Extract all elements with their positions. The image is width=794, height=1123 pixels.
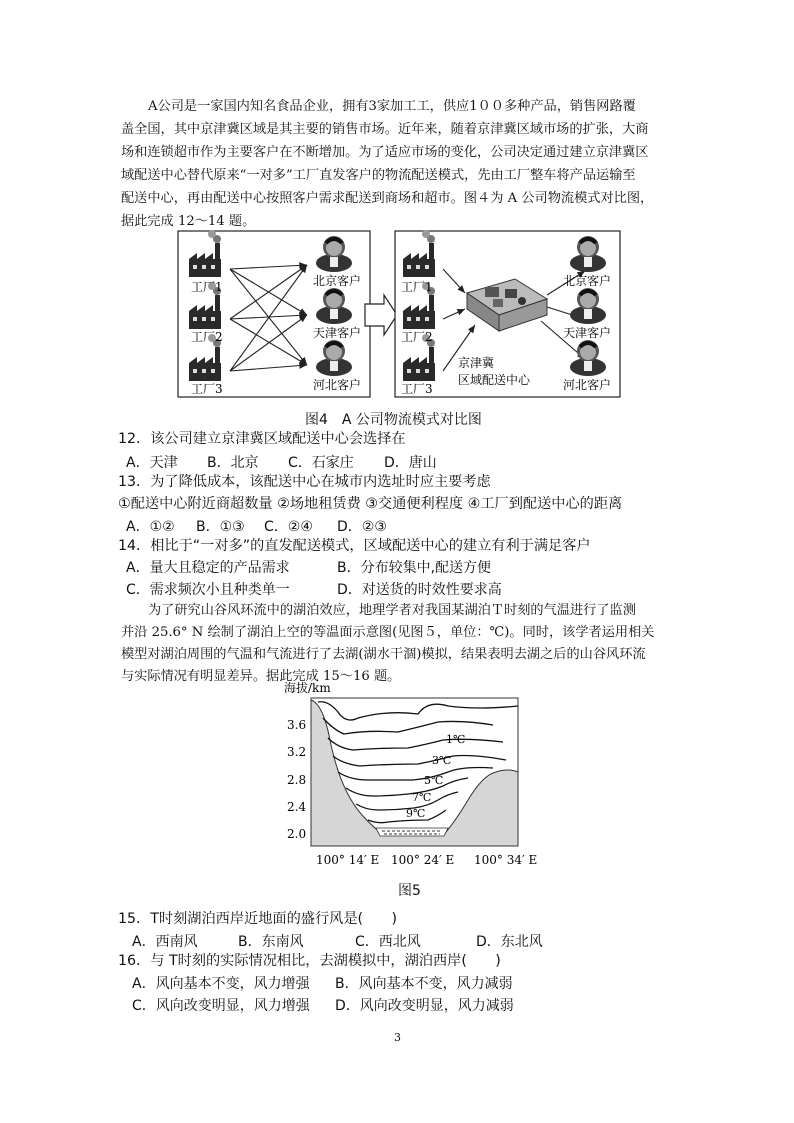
q13-option-d: D．②③ [337,519,387,535]
q12-option-a: A．天津 [126,455,178,471]
y-ticks [287,718,306,841]
left-client-tianjin-label: 天津客户 [313,326,362,340]
isotherm-label-7: 7℃ [412,791,432,804]
passage-line: 场和连锁超市作为主要客户在不断增加。为了适应市场的变化，公司决定通过建立京津冀区 [121,145,649,160]
y-tick-label: 2.8 [287,773,307,787]
right-client-beijing-label: 北京客户 [563,274,612,288]
passage-line: 盖全国，其中京津冀区域是其主要的销售市场。近年来，随着京津冀区域市场的扩张，大商 [121,122,649,137]
right-client-tianjin-label: 天津客户 [563,326,612,340]
left-client-beijing-label: 北京客户 [313,274,362,288]
q16-option-b: B．风向基本不变，风力减弱 [335,976,513,992]
q12-option-d: D．唐山 [384,455,437,471]
q13-stem: 13．为了降低成本，该配送中心在城市内选址时应主要考虑 [118,474,491,490]
left-factory-2-label: 工厂2 [191,330,223,344]
passage-line: 域配送中心替代原来“一对多”工厂直发客户的物流配送模式，先由工厂整车将产品运输至 [121,168,636,183]
isotherm-label-9: 9℃ [406,807,426,820]
y-tick-label: 2.0 [287,827,307,841]
q13-items: ①配送中心附近商超数量 ②场地租赁费 ③交通便利程度 ④工厂到配送中心的距离 [118,496,623,512]
center-label-line2: 区域配送中心 [458,373,531,387]
x-tick-label: 100° 24′ E [391,853,455,867]
x-ticks [316,853,537,867]
passage-line: 模型对湖泊周围的气温和气流进行了去湖(湖水干涸)模拟，结果表明去湖之后的山谷风环流 [121,647,646,662]
q15-option-b: B．东南风 [238,934,304,950]
q15-option-d: D．东北风 [476,934,543,950]
right-factory-1-label: 工厂1 [401,280,433,294]
q15-option-a: A．西南风 [132,934,198,950]
right-client-hebei-label: 河北客户 [563,378,612,392]
left-factory-1-label: 工厂1 [191,280,223,294]
lake [376,828,448,836]
left-factory-3-label: 工厂3 [191,382,223,396]
q12-option-c: C．石家庄 [288,455,354,471]
center-label-line1: 京津冀 [458,356,495,370]
q16-option-a: A．风向基本不变，风力增强 [132,976,310,992]
left-client-hebei-label: 河北客户 [313,378,362,392]
passage-line: 据此完成 12～14 题。 [121,214,256,229]
right-factory-3-label: 工厂3 [401,382,433,396]
q15-stem: 15．T时刻湖泊西岸近地面的盛行风是( ) [118,911,397,927]
q13-option-a: A．①② [126,519,175,535]
q16-option-c: C．风向改变明显，风力增强 [132,998,310,1014]
passage-line: 为了研究山谷风环流中的湖泊效应，地理学者对我国某湖泊Ｔ时刻的气温进行了监测 [148,603,636,618]
figure-5-caption: 图5 [398,883,421,899]
passage-line: 配送中心，再由配送中心按照客户需求配送到商场和超市。图４为 A 公司物流模式对比图， [121,191,654,206]
isotherm-label-3: 3℃ [432,754,452,767]
passage-line: 与实际情况有明显差异。据此完成 15～16 题。 [121,669,401,684]
isotherm-label-5: 5℃ [424,774,444,787]
right-factory-2-label: 工厂2 [401,330,433,344]
q12-stem: 12．该公司建立京津冀区域配送中心会选择在 [118,431,406,447]
x-tick-label: 100° 34′ E [474,853,538,867]
y-tick-label: 3.6 [287,718,307,732]
figure-4-logistics-diagram [175,229,625,403]
q13-option-b: B．①③ [196,519,245,535]
q14-option-d: D．对送货的时效性要求高 [337,582,502,598]
q14-option-b: B．分布较集中,配送方便 [337,560,492,576]
q14-stem: 14．相比于“一对多”的直发配送模式，区域配送中心的建立有利于满足客户 [118,538,591,554]
isotherm-label-1: 1℃ [446,733,466,746]
q14-option-a: A．量大且稳定的产品需求 [126,560,290,576]
passage-line: A公司是一家国内知名食品企业，拥有3家加工工，供应1００多种产品，销售网路覆 [148,99,636,114]
q14-option-c: C．需求频次小且种类单一 [126,582,290,598]
q16-option-d: D．风向改变明显，风力减弱 [335,998,514,1014]
q13-option-c: C．②④ [264,519,313,535]
y-tick-label: 3.2 [287,745,307,759]
passage-line: 并沿 25.6° N 绘制了湖泊上空的等温面示意图(见图５，单位：℃)。同时，该学者运用相关 [121,625,655,640]
y-axis-label: 海拔/km [284,681,331,695]
x-tick-label: 100° 14′ E [316,853,380,867]
q12-option-b: B．北京 [207,455,259,471]
y-tick-label: 2.4 [287,800,307,814]
q15-option-c: C．西北风 [355,934,421,950]
page-number: 3 [394,1031,401,1044]
figure-4-caption: 图4 A 公司物流模式对比图 [305,412,482,428]
q16-stem: 16．与 T时刻的实际情况相比，去湖模拟中，湖泊西岸( ) [118,953,501,969]
figure-5-isotherm-diagram [278,680,540,870]
